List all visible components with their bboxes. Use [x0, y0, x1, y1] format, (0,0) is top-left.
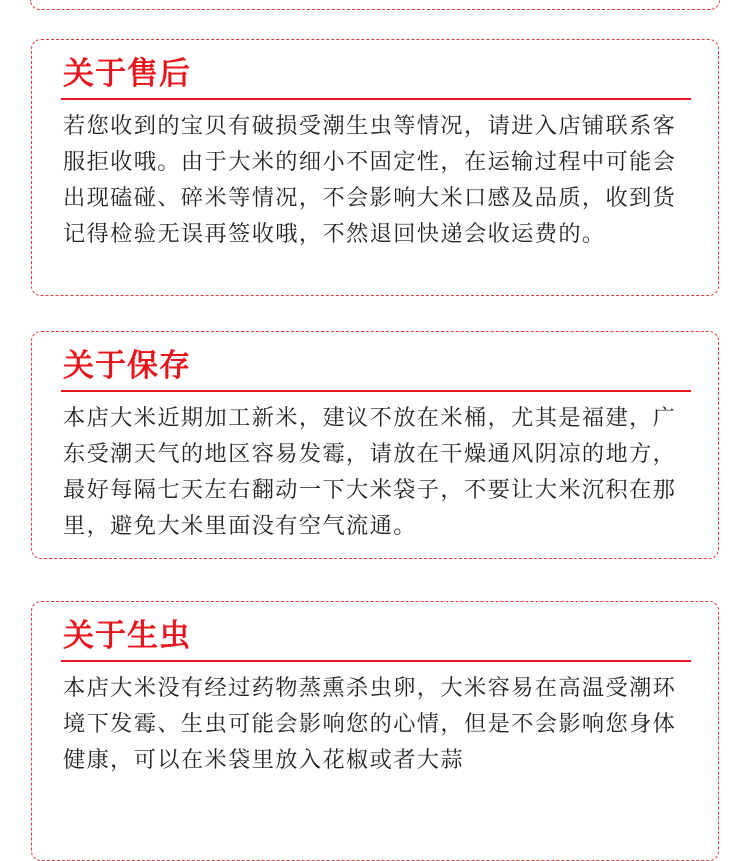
- previous-card-edge: [30, 0, 720, 10]
- aftersale-title-underline: [61, 98, 691, 100]
- insects-body: 本店大米没有经过药物蒸熏杀虫卵，大米容易在高温受潮环境下发霉、生虫可能会影响您的心情，但是不会影响您身体健康，可以在米袋里放入花椒或者大蒜: [63, 675, 677, 773]
- aftersale-title: 关于售后: [63, 56, 191, 92]
- insects-title-underline: [61, 660, 691, 662]
- storage-title-underline: [61, 390, 691, 392]
- aftersale-body: 若您收到的宝贝有破损受潮生虫等情况，请进入店铺联系客服拒收哦。由于大米的细小不固定性，在运输过程中可能会出现磕碰、碎米等情况，不会影响大米口感及品质，收到货记得检验无误再签收哦，不然退回快递会收运费的。: [63, 113, 677, 247]
- insects-card: [31, 601, 719, 861]
- insects-title: 关于生虫: [63, 618, 191, 654]
- aftersale-card: [31, 39, 719, 296]
- storage-card: [31, 331, 719, 559]
- storage-title: 关于保存: [63, 348, 191, 384]
- storage-body: 本店大米近期加工新米，建议不放在米桶，尤其是福建，广东受潮天气的地区容易发霉，请放在干燥通风阴凉的地方，最好每隔七天左右翻动一下大米袋子，不要让大米沉积在那里，避免大米里面没有空气流通。: [63, 405, 677, 539]
